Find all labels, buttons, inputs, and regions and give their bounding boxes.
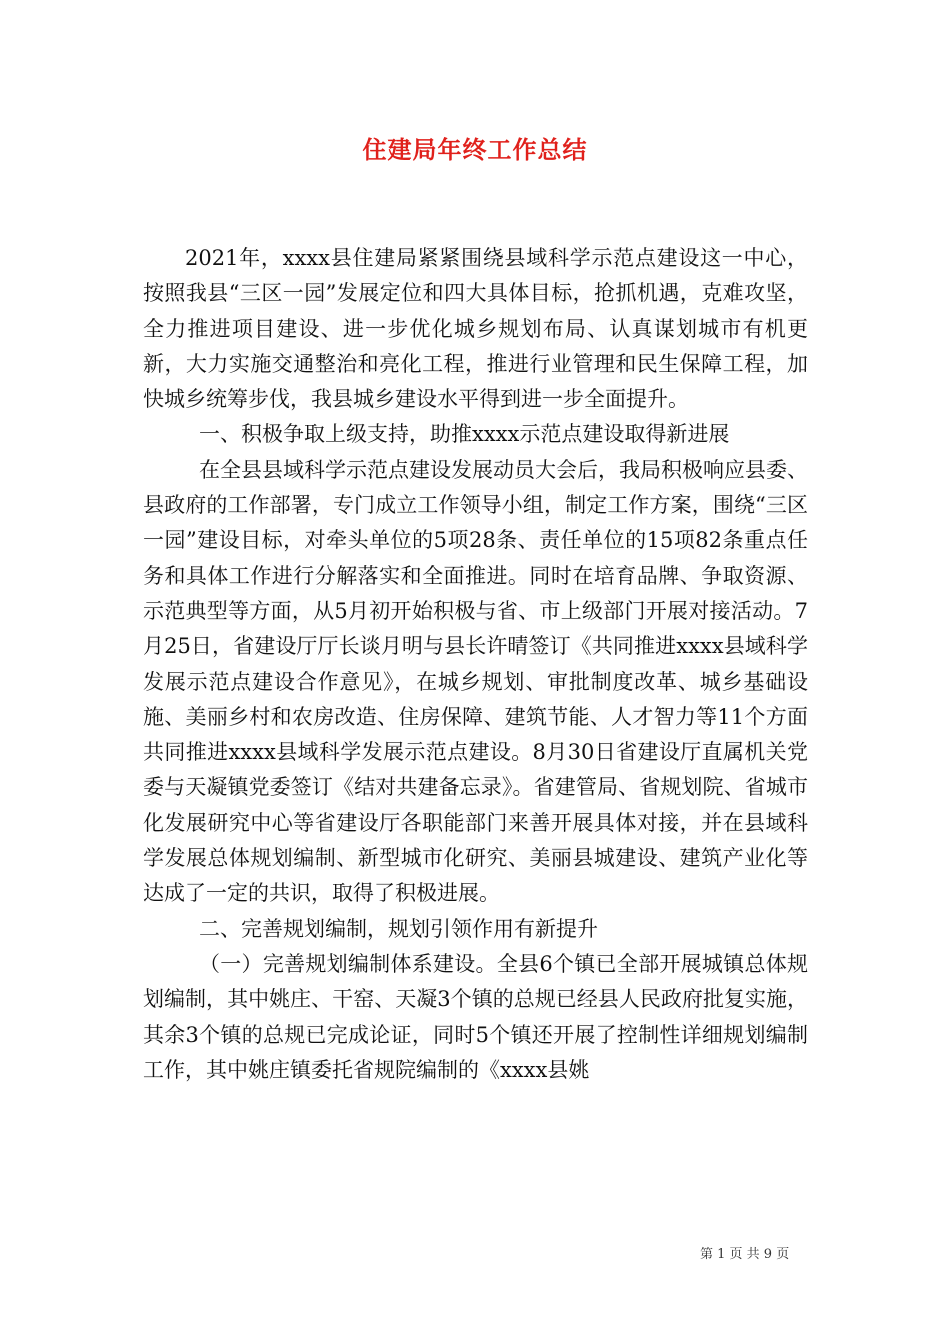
intro-paragraph: 2021年，xxxx县住建局紧紧围绕县域科学示范点建设这一中心，按照我县“三区一园”发展定位和四大具体目标，抢抓机遇，克难攻坚，全力推进项目建设、进一步优化城乡规划布局、认真谋划城市有机更新，大力实施交通整治和亮化工程，推进行业管理和民生保障工程，加快城乡统筹步伐，我县城乡建设水平得到进一步全面提升。 [143, 246, 808, 412]
section-2-paragraph: （一）完善规划编制体系建设。全县6个镇已全部开展城镇总体规划编制，其中姚庄、干窑、天凝3个镇的总规已经县人民政府批复实施，其余3个镇的总规已完成论证，同时5个镇还开展了控制性详细规划编制工作，其中姚庄镇委托省规院编制的《xxxx县姚 [143, 951, 808, 1082]
section-1-paragraph: 在全县县域科学示范点建设发展动员大会后，我局积极响应县委、县政府的工作部署，专门成立工作领导小组，制定工作方案，围绕“三区一园”建设目标，对牵头单位的5项28条、责任单位的15项82条重点任务和具体工作进行分解落实和全面推进。同时在培育品牌、争取资源、示范典型等方面，从5月初开始积极与省、市上级部门开展对接活动。7月25日，省建设厅厅长谈月明与县长许晴签订《共同推进xxxx县域科学发展示范点建设合作意见》，在城乡规划、审批制度改革、城乡基础设施、美丽乡村和农房改造、住房保障、建筑节能、人才智力等11个方面共同推进xxxx县域科学发展示范点建设。8月30日省建设厅直属机关党委与天凝镇党委签订《结对共建备忘录》。省建管局、省规划院、省城市化发展研究中心等省建设厅各职能部门来善开展具体对接，并在县域科学发展总体规划编制、新型城市化研究、美丽县城建设、建筑产业化等达成了一定的共识，取得了积极进展。 [143, 457, 808, 906]
document-title: 住建局年终工作总结 [362, 135, 588, 164]
page-number-footer: 第 1 页 共 9 页 [700, 1247, 790, 1262]
section-heading-2: 二、完善规划编制，规划引领作用有新提升 [199, 916, 598, 941]
section-heading-1: 一、积极争取上级支持，助推xxxx示范点建设取得新进展 [199, 422, 730, 447]
document-body [143, 241, 808, 1088]
